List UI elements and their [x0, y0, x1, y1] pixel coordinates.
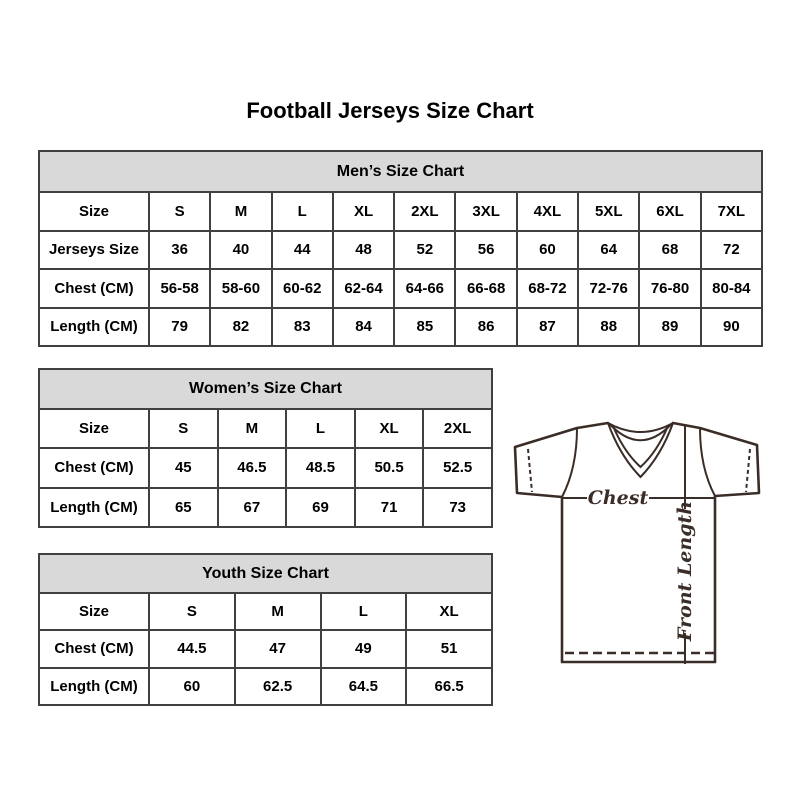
cuff-stitch-left: [528, 449, 532, 492]
armhole-seam-left: [562, 428, 577, 497]
row-label-cell: Size: [39, 409, 149, 448]
table-title-row: [39, 554, 492, 593]
value-cell: 45: [149, 448, 218, 487]
chest-label: Chest: [587, 487, 649, 509]
value-cell: 50.5: [355, 448, 424, 487]
value-cell: 48: [333, 231, 394, 270]
value-cell: 48.5: [286, 448, 355, 487]
value-cell: 56-58: [149, 269, 210, 308]
value-cell: 67: [218, 488, 287, 527]
table-data-row: [39, 668, 492, 705]
value-cell: 40: [210, 231, 271, 270]
value-cell: 90: [701, 308, 762, 347]
column-header-cell: L: [321, 593, 407, 630]
column-header-cell: S: [149, 192, 210, 231]
youth-size-chart-section: [38, 553, 493, 706]
column-header-cell: XL: [355, 409, 424, 448]
value-cell: 72: [701, 231, 762, 270]
row-label-cell: Size: [39, 192, 149, 231]
jersey-measurement-diagram: [503, 400, 773, 678]
value-cell: 52: [394, 231, 455, 270]
table-data-row: [39, 488, 492, 527]
value-cell: 73: [423, 488, 492, 527]
value-cell: 44: [272, 231, 333, 270]
column-header-cell: M: [235, 593, 321, 630]
column-header-cell: L: [272, 192, 333, 231]
row-label-cell: Chest (CM): [39, 269, 149, 308]
row-label-cell: Jerseys Size: [39, 231, 149, 270]
value-cell: 68: [639, 231, 700, 270]
value-cell: 87: [517, 308, 578, 347]
row-label-cell: Chest (CM): [39, 448, 149, 487]
column-header-cell: 5XL: [578, 192, 639, 231]
table-title-row: [39, 151, 762, 192]
value-cell: 49: [321, 630, 407, 667]
cuff-stitch-right: [746, 449, 750, 492]
value-cell: 84: [333, 308, 394, 347]
value-cell: 64: [578, 231, 639, 270]
value-cell: 47: [235, 630, 321, 667]
value-cell: 82: [210, 308, 271, 347]
value-cell: 58-60: [210, 269, 271, 308]
value-cell: 72-76: [578, 269, 639, 308]
value-cell: 85: [394, 308, 455, 347]
column-header-cell: 3XL: [455, 192, 516, 231]
jersey-outline: [515, 423, 759, 662]
column-header-cell: S: [149, 409, 218, 448]
column-header-cell: 4XL: [517, 192, 578, 231]
value-cell: 66-68: [455, 269, 516, 308]
column-header-cell: 2XL: [394, 192, 455, 231]
youth-size-table: [38, 553, 493, 706]
row-label-cell: Chest (CM): [39, 630, 149, 667]
value-cell: 68-72: [517, 269, 578, 308]
value-cell: 76-80: [639, 269, 700, 308]
mens-size-table: [38, 150, 763, 347]
column-header-cell: L: [286, 409, 355, 448]
row-label-cell: Size: [39, 593, 149, 630]
table-header-row: [39, 409, 492, 448]
value-cell: 62-64: [333, 269, 394, 308]
value-cell: 64-66: [394, 269, 455, 308]
value-cell: 60: [149, 668, 235, 705]
value-cell: 62.5: [235, 668, 321, 705]
column-header-cell: 2XL: [423, 409, 492, 448]
column-header-cell: M: [210, 192, 271, 231]
value-cell: 89: [639, 308, 700, 347]
value-cell: 60-62: [272, 269, 333, 308]
row-label-cell: Length (CM): [39, 668, 149, 705]
value-cell: 65: [149, 488, 218, 527]
value-cell: 60: [517, 231, 578, 270]
mens-size-chart-section: [38, 150, 763, 347]
column-header-cell: 7XL: [701, 192, 762, 231]
table-header-row: [39, 192, 762, 231]
value-cell: 69: [286, 488, 355, 527]
value-cell: 80-84: [701, 269, 762, 308]
page-title: Football Jerseys Size Chart: [246, 98, 534, 123]
value-cell: 46.5: [218, 448, 287, 487]
table-data-row: [39, 448, 492, 487]
value-cell: 71: [355, 488, 424, 527]
value-cell: 86: [455, 308, 516, 347]
value-cell: 36: [149, 231, 210, 270]
value-cell: 51: [406, 630, 492, 667]
column-header-cell: M: [218, 409, 287, 448]
column-header-cell: 6XL: [639, 192, 700, 231]
value-cell: 52.5: [423, 448, 492, 487]
table-title: Youth Size Chart: [39, 554, 492, 593]
value-cell: 64.5: [321, 668, 407, 705]
front-length-label: Front Length: [674, 500, 696, 642]
value-cell: 44.5: [149, 630, 235, 667]
row-label-cell: Length (CM): [39, 308, 149, 347]
column-header-cell: XL: [406, 593, 492, 630]
table-data-row: [39, 231, 762, 270]
column-header-cell: S: [149, 593, 235, 630]
womens-size-chart-section: [38, 368, 493, 528]
value-cell: 79: [149, 308, 210, 347]
table-title: Men’s Size Chart: [39, 151, 762, 192]
value-cell: 83: [272, 308, 333, 347]
armhole-seam-right: [700, 428, 715, 496]
column-header-cell: XL: [333, 192, 394, 231]
value-cell: 66.5: [406, 668, 492, 705]
row-label-cell: Length (CM): [39, 488, 149, 527]
table-data-row: [39, 630, 492, 667]
womens-size-table: [38, 368, 493, 528]
table-data-row: [39, 269, 762, 308]
table-title: Women’s Size Chart: [39, 369, 492, 409]
table-data-row: [39, 308, 762, 347]
value-cell: 56: [455, 231, 516, 270]
value-cell: 88: [578, 308, 639, 347]
table-title-row: [39, 369, 492, 409]
table-header-row: [39, 593, 492, 630]
